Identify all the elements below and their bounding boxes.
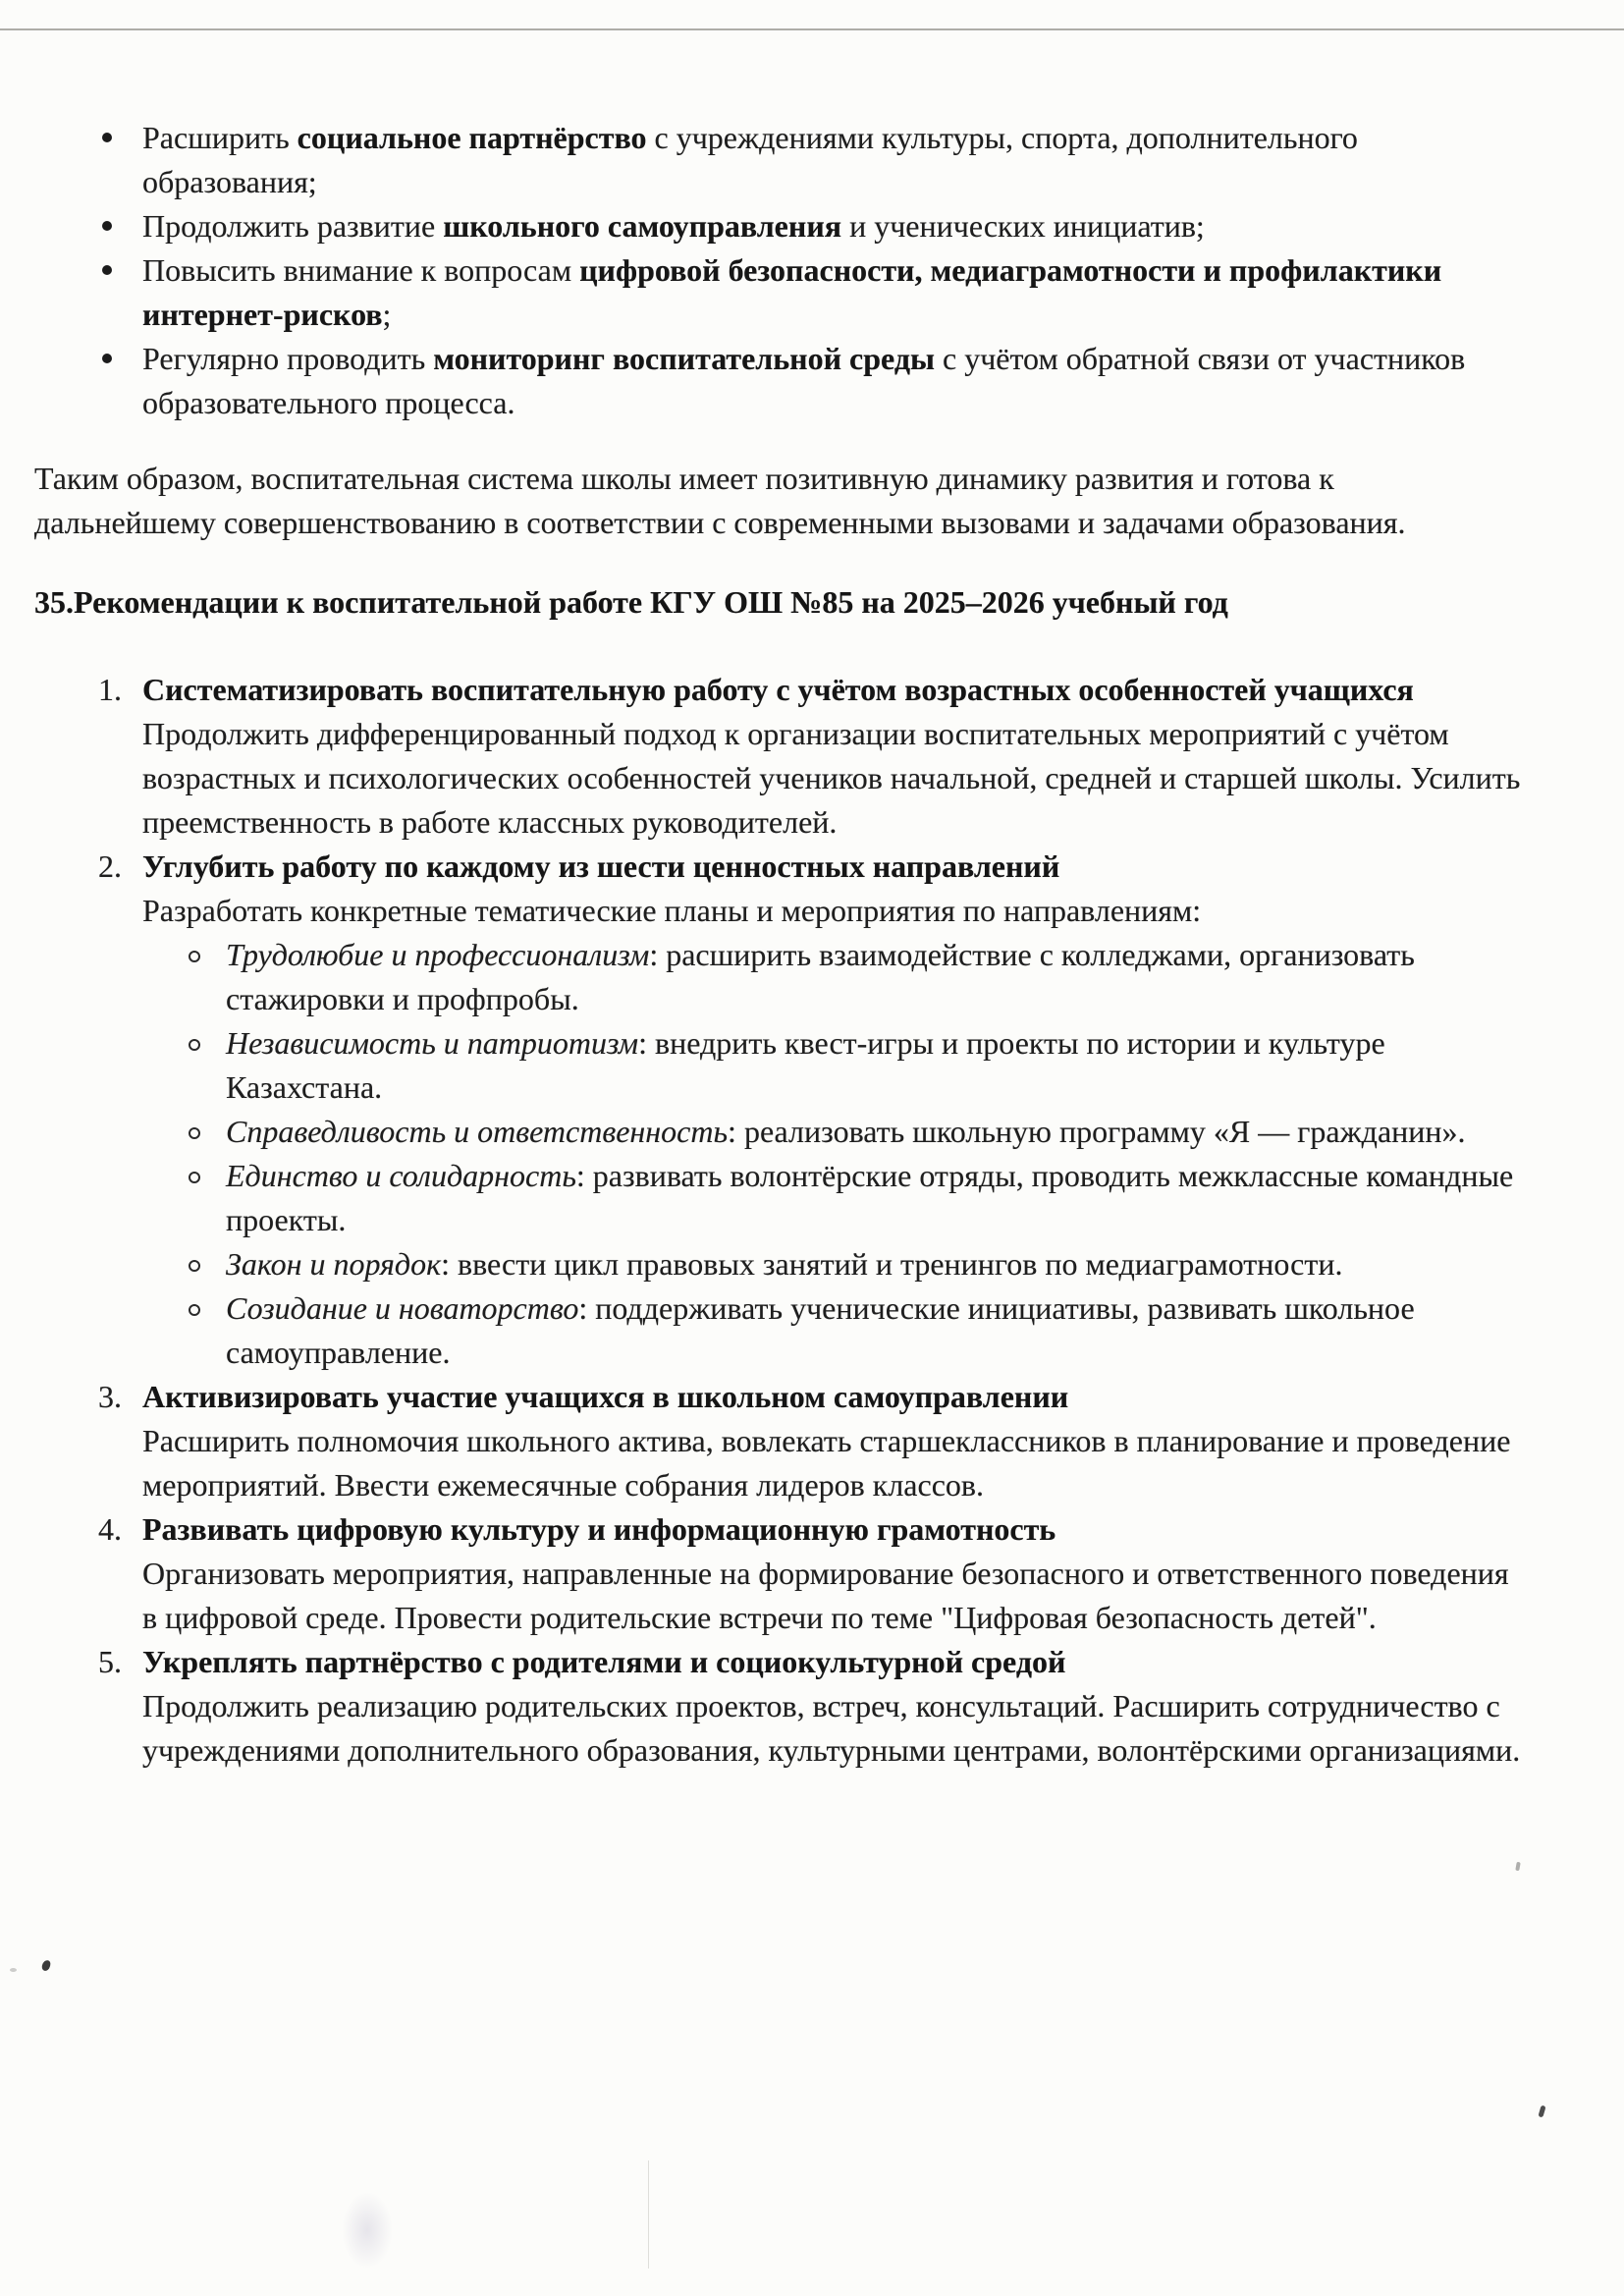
bullet-text-bold: цифровой безопасности, медиаграмотности и профилактики интернет-рисков (142, 252, 1442, 332)
bullet-text-bold: социальное партнёрство (297, 120, 647, 155)
recommendation-item (98, 1375, 1521, 1507)
direction-text (226, 1158, 1513, 1237)
direction-item (226, 1242, 1521, 1286)
item-title: Активизировать участие учащихся в школьном самоуправлении (142, 1379, 1069, 1414)
bullet-text-pre: Повысить внимание к вопросам (142, 252, 580, 288)
circle-bullet-icon (189, 1304, 200, 1316)
ink-speck-artifact (1538, 2105, 1545, 2118)
item-number: 5. (98, 1644, 122, 1679)
circle-bullet-icon (189, 1260, 200, 1272)
direction-label: Закон и порядок (226, 1246, 442, 1282)
list-item (142, 116, 1526, 204)
recommendation-item (98, 1507, 1521, 1640)
item-number: 3. (98, 1379, 122, 1414)
ink-speck-artifact (10, 1968, 17, 1972)
list-item (142, 337, 1526, 425)
bullet-text-bold: школьного самоуправления (443, 208, 842, 244)
item-content (142, 668, 1521, 845)
bullet-text-post: ; (382, 297, 392, 332)
item-content (142, 845, 1521, 1375)
direction-text (226, 1114, 1466, 1149)
directions-sub-list (142, 933, 1521, 1375)
direction-text (226, 1246, 1342, 1282)
direction-text (226, 937, 1415, 1016)
item-number: 2. (98, 848, 122, 884)
direction-description: : расширить взаимодействие с колледжами, организовать стажировки и профпробы. (226, 937, 1415, 1016)
ink-speck-artifact (1515, 1862, 1521, 1872)
direction-item (226, 1110, 1521, 1154)
direction-item (226, 933, 1521, 1021)
bullet-text (142, 120, 1358, 199)
direction-label: Справедливость и ответственность (226, 1114, 729, 1149)
direction-label: Трудолюбие и профессионализм (226, 937, 650, 972)
item-content (142, 1640, 1521, 1773)
item-body: Продолжить реализацию родительских проектов, встреч, консультаций. Расширить сотрудничество с учреждениями дополнительного образования, культурными центрами, волонтёрскими организациями. (142, 1688, 1521, 1768)
bullet-text-post: с учётом обратной связи от участников образовательного процесса. (142, 341, 1466, 420)
direction-description: : внедрить квест-игры и проекты по истории и культуре Казахстана. (226, 1025, 1385, 1105)
bullet-dot-icon (102, 221, 112, 231)
circle-bullet-icon (189, 1039, 200, 1051)
list-item (142, 204, 1526, 248)
direction-description: : ввести цикл правовых занятий и тренингов по медиаграмотности. (441, 1246, 1343, 1282)
direction-label: Созидание и новаторство (226, 1290, 579, 1326)
item-body: Разработать конкретные тематические планы и мероприятия по направлениям: (142, 893, 1202, 928)
recommendations-list (98, 668, 1521, 1773)
direction-text (226, 1290, 1415, 1370)
scan-smudge-artifact (342, 2192, 393, 2269)
ink-speck-artifact (41, 1959, 51, 1972)
direction-item (226, 1021, 1521, 1110)
bullet-dot-icon (102, 133, 112, 142)
item-body: Организовать мероприятия, направленные на формирование безопасного и ответственного поведения в цифровой среде. Провести родительские встречи по теме "Цифровая безопасность детей". (142, 1556, 1509, 1635)
circle-bullet-icon (189, 951, 200, 962)
direction-description: : реализовать школьную программу «Я — гражданин». (728, 1114, 1466, 1149)
bullet-text-pre: Регулярно проводить (142, 341, 434, 376)
section-heading: 35.Рекомендации к воспитательной работе КГУ ОШ №85 на 2025–2026 учебный год (34, 584, 1228, 620)
bullet-text (142, 208, 1205, 244)
item-title: Укреплять партнёрство с родителями и социокультурной средой (142, 1644, 1066, 1679)
recommendation-item (98, 845, 1521, 1375)
item-title: Систематизировать воспитательную работу с учётом возрастных особенностей учащихся (142, 672, 1414, 707)
item-body: Продолжить дифференцированный подход к организации воспитательных мероприятий с учётом возрастных и психологических особенностей учеников начальной, средней и старшей школы. Усилить преемственность в работе классных руководителей. (142, 716, 1521, 840)
direction-description: : поддерживать ученические инициативы, развивать школьное самоуправление. (226, 1290, 1415, 1370)
item-number: 4. (98, 1511, 122, 1547)
item-content (142, 1507, 1521, 1640)
bullet-text-pre: Продолжить развитие (142, 208, 444, 244)
circle-bullet-icon (189, 1172, 200, 1183)
item-title: Углубить работу по каждому из шести ценностных направлений (142, 848, 1060, 884)
intro-bullet-list (142, 116, 1526, 425)
list-item (142, 248, 1526, 337)
scan-scratch-artifact (648, 2160, 649, 2269)
direction-label: Единство и солидарность (226, 1158, 576, 1193)
item-content (142, 1375, 1521, 1507)
direction-label: Независимость и патриотизм (226, 1025, 639, 1061)
recommendation-item (98, 1640, 1521, 1773)
bullet-text-bold: мониторинг воспитательной среды (433, 341, 935, 376)
summary-paragraph: Таким образом, воспитательная система школы имеет позитивную динамику развития и готова к дальнейшему совершенствованию в соответствии с современными вызовами и задачами образования. (34, 461, 1406, 540)
bullet-text (142, 252, 1441, 332)
direction-description: : развивать волонтёрские отряды, проводить межклассные командные проекты. (226, 1158, 1514, 1237)
bullet-dot-icon (102, 265, 112, 275)
direction-text (226, 1025, 1385, 1105)
direction-item (226, 1286, 1521, 1375)
item-body: Расширить полномочия школьного актива, вовлекать старшеклассников в планирование и проведение мероприятий. Ввести ежемесячные собрания лидеров классов. (142, 1423, 1511, 1503)
item-number: 1. (98, 672, 122, 707)
circle-bullet-icon (189, 1127, 200, 1139)
bullet-text (142, 341, 1465, 420)
bullet-text-post: и ученических инициатив; (841, 208, 1205, 244)
item-title: Развивать цифровую культуру и информационную грамотность (142, 1511, 1056, 1547)
bullet-dot-icon (102, 354, 112, 363)
direction-item (226, 1154, 1521, 1242)
bullet-text-post: с учреждениями культуры, спорта, дополнительного образования; (142, 120, 1358, 199)
recommendation-item (98, 668, 1521, 845)
bullet-text-pre: Расширить (142, 120, 298, 155)
